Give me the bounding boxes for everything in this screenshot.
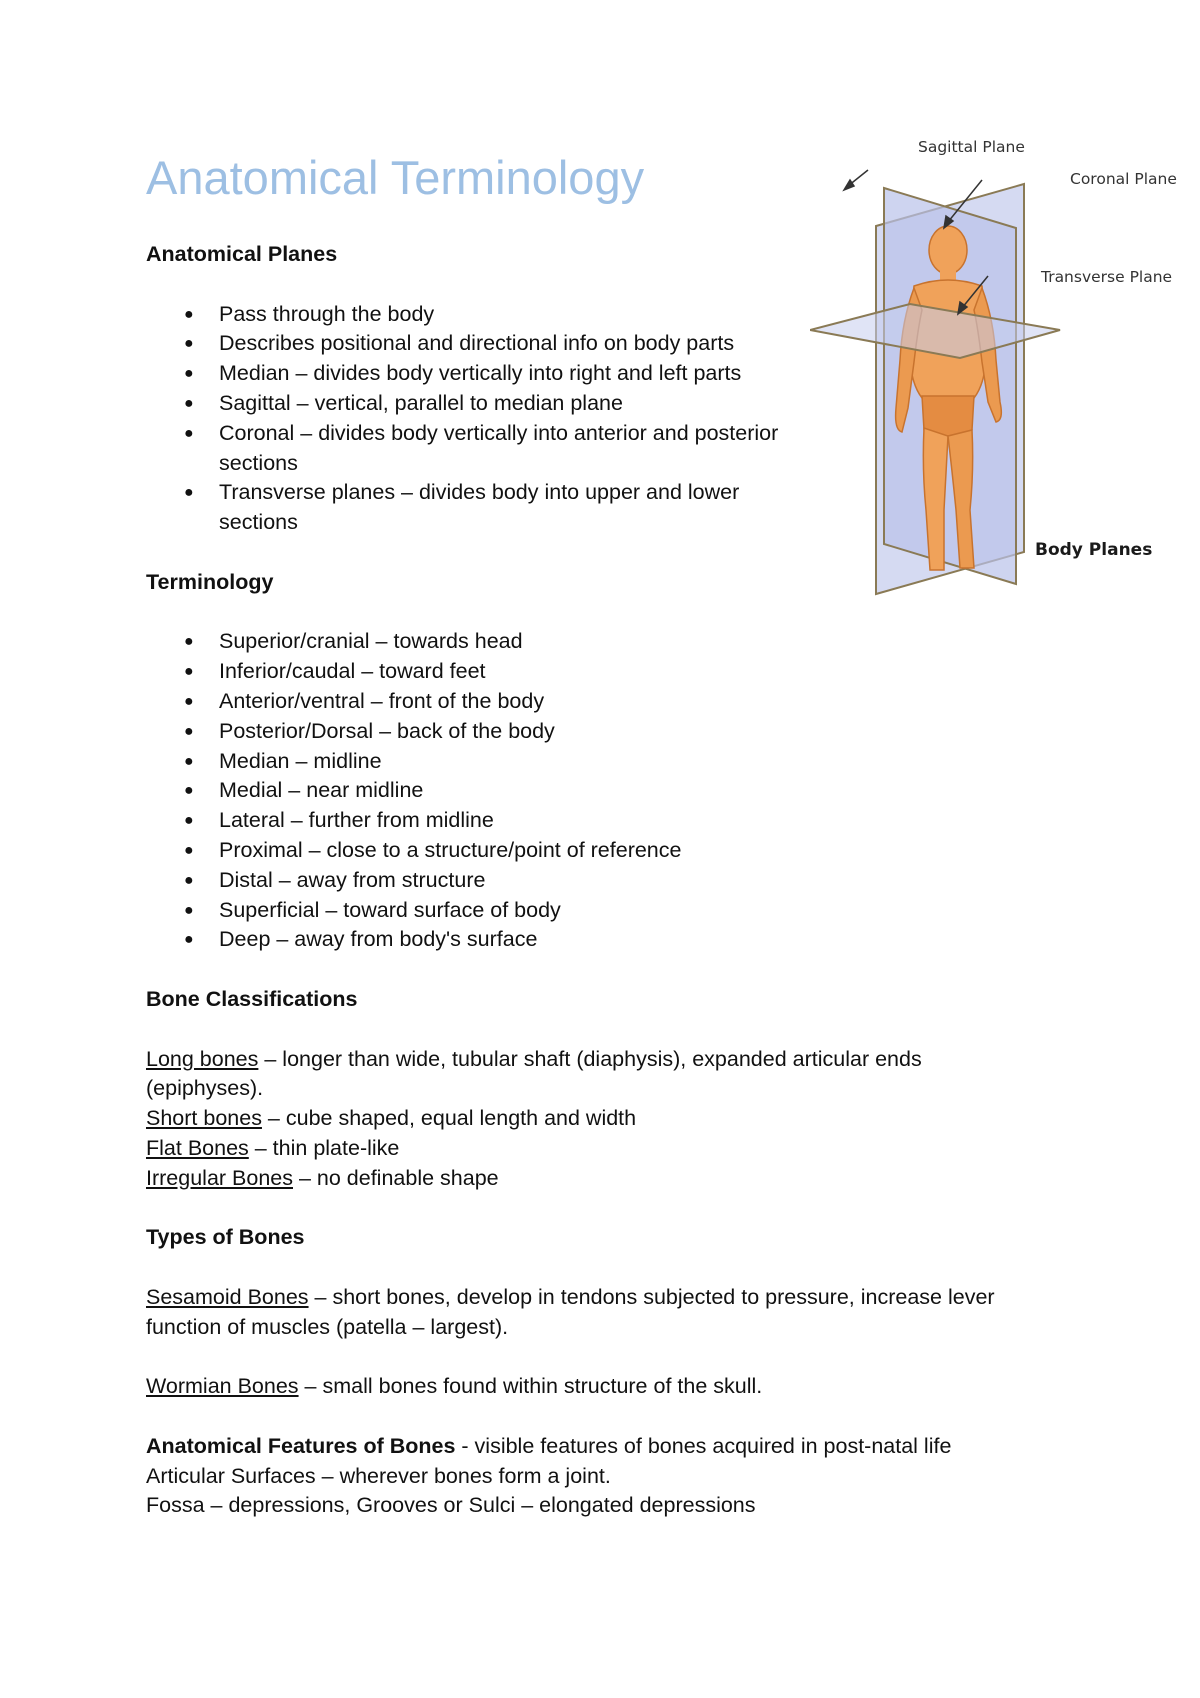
list-item: ● Posterior/Dorsal – back of the body xyxy=(146,717,1046,747)
list-item: ● Median – midline xyxy=(146,747,1046,777)
body-planes-illustration xyxy=(810,140,1190,600)
bullet-icon: ● xyxy=(184,752,194,770)
bullet-icon: ● xyxy=(184,841,194,859)
list-item: ● Anterior/ventral – front of the body xyxy=(146,687,1046,717)
list-item: ● Inferior/caudal – toward feet xyxy=(146,657,1046,687)
list-item: ● Deep – away from body's surface xyxy=(146,925,1046,955)
bullet-icon: ● xyxy=(184,812,194,830)
page-title: Anatomical Terminology xyxy=(146,151,645,204)
irregular-bones-term: Irregular Bones xyxy=(146,1165,293,1190)
long-bones-term: Long bones xyxy=(146,1046,259,1071)
features-heading-line: Anatomical Features of Bones - visible features of bones acquired in post-natal life xyxy=(146,1433,952,1458)
bullet-icon: ● xyxy=(184,484,194,502)
figure-caption: Body Planes xyxy=(1035,540,1153,560)
list-item: ● Superior/cranial – towards head xyxy=(146,627,1046,657)
list-item: ● Median – divides body vertically into right and left parts xyxy=(146,359,859,389)
coronal-plane-label: Coronal Plane xyxy=(1070,170,1177,188)
sesamoid-bones-line: Sesamoid Bones – short bones, develop in tendons subjected to pressure, increase lever function of muscles (patella – largest). xyxy=(146,1284,995,1339)
bullet-icon: ● xyxy=(184,365,194,383)
bullet-icon: ● xyxy=(184,871,194,889)
bullet-icon: ● xyxy=(184,335,194,353)
bone-classifications-heading: Bone Classifications xyxy=(146,986,358,1011)
wormian-bones-line: Wormian Bones – small bones found within structure of the skull. xyxy=(146,1374,763,1399)
types-of-bones-heading: Types of Bones xyxy=(146,1225,305,1250)
features-heading: Anatomical Features of Bones xyxy=(146,1433,456,1458)
bullet-icon: ● xyxy=(184,633,194,651)
bullet-icon: ● xyxy=(184,901,194,919)
list-item: ● Proximal – close to a structure/point of reference xyxy=(146,836,1046,866)
flat-bones-line: Flat Bones – thin plate-like xyxy=(146,1135,400,1160)
terminology-list xyxy=(146,627,1046,955)
planes-heading: Anatomical Planes xyxy=(146,242,338,266)
list-item: ● Sagittal – vertical, parallel to median plane xyxy=(146,389,859,419)
sagittal-plane-label: Sagittal Plane xyxy=(918,138,1025,156)
list-item: ● Coronal – divides body vertically into anterior and posterior sections xyxy=(184,420,779,475)
list-item: ● Describes positional and directional info on body parts xyxy=(146,329,859,359)
list-item: ● Distal – away from structure xyxy=(146,866,1046,896)
bullet-icon: ● xyxy=(184,931,194,949)
fossa-line: Fossa – depressions, Grooves or Sulci – elongated depressions xyxy=(146,1493,756,1518)
short-bones-term: Short bones xyxy=(146,1106,262,1131)
bullet-icon: ● xyxy=(184,782,194,800)
short-bones-line: Short bones – cube shaped, equal length and width xyxy=(146,1106,637,1131)
long-bones-line: Long bones – longer than wide, tubular shaft (diaphysis), expanded articular ends (epiphyses). xyxy=(146,1046,922,1101)
list-item: ● Lateral – further from midline xyxy=(146,806,1046,836)
bullet-icon: ● xyxy=(184,305,194,323)
body-planes-figure xyxy=(810,140,1190,600)
list-item: ● Superficial – toward surface of body xyxy=(146,896,1046,926)
transverse-plane-label: Transverse Plane xyxy=(1041,268,1173,286)
sesamoid-bones-term: Sesamoid Bones xyxy=(146,1284,309,1309)
bullet-icon: ● xyxy=(184,663,194,681)
bullet-icon: ● xyxy=(184,722,194,740)
bullet-icon: ● xyxy=(184,394,194,412)
list-item: ● Medial – near midline xyxy=(146,776,1046,806)
bullet-icon: ● xyxy=(184,424,194,442)
wormian-bones-term: Wormian Bones xyxy=(146,1374,299,1399)
bullet-icon: ● xyxy=(184,692,194,710)
list-item: ● Transverse planes – divides body into upper and lower sections xyxy=(184,480,740,535)
flat-bones-term: Flat Bones xyxy=(146,1135,249,1160)
articular-surfaces-line: Articular Surfaces – wherever bones form a joint. xyxy=(146,1463,611,1488)
list-item: ● Pass through the body xyxy=(146,300,859,330)
terminology-heading: Terminology xyxy=(146,569,274,594)
irregular-bones-line: Irregular Bones – no definable shape xyxy=(146,1165,499,1190)
